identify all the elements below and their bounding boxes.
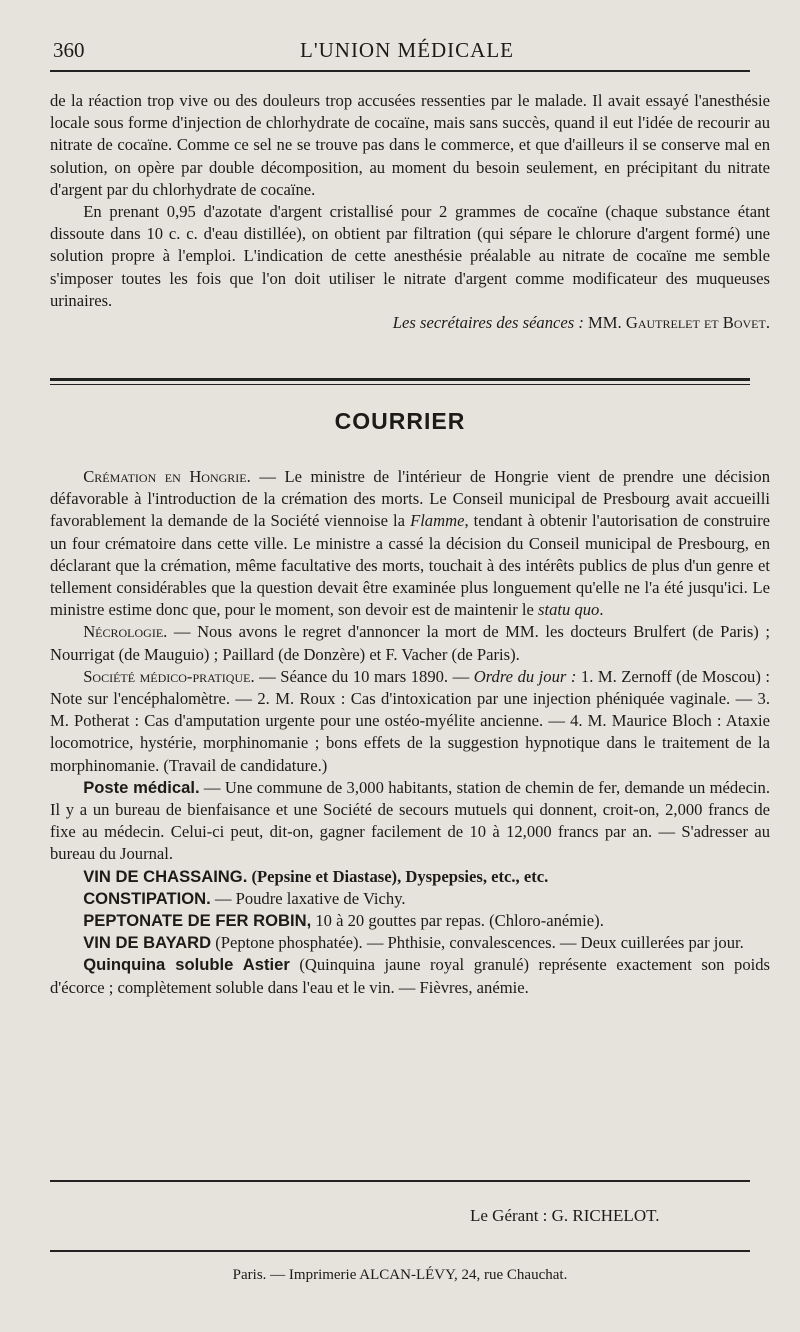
signature-line xyxy=(50,312,770,334)
section-rule-thick xyxy=(50,378,750,381)
news-item: Poste médical. — Une commune de 3,000 habitants, station de chemin de fer, demande un médecin. Il y a un bureau de bienfaisance et une Société de secours mutuels qui donnent, croit-on, 2,000 francs de fixe au médecin. Celui-ci peut, dit-on, gagner facilement de 10 à 12,000 francs par an. — S'adresser au bureau du Journal. xyxy=(50,777,770,864)
ad-item: Quinquina soluble Astier (Quinquina jaune royal granulé) représente exactement son poids d'écorce ; complètement soluble dans l'eau et le vin. — Fièvres, anémie. xyxy=(50,955,770,997)
news-item: Société médico-pratique. — Séance du 10 mars 1890. — Ordre du jour : 1. M. Zernoff (de Moscou) : Note sur l'encéphalomètre. — 2. M. Roux : Cas d'intoxication par une injection phéniquée vaginale. — 3. M. Potherat : Cas d'amputation urgente pour une ostéo-myélite ancienne. — 4. M. Maurice Bloch : Ataxie locomotrice, hystérie, morphinomanie ; bons effets de la suggestion hypnotique dans le traitement de la morphinomanie. (Travail de candidature.) xyxy=(50,666,771,775)
news-section xyxy=(50,466,770,999)
section-title: COURRIER xyxy=(334,408,466,434)
ad-item: VIN DE BAYARD (Peptone phosphatée). — Phthisie, convalescences. — Deux cuillerées par jour. xyxy=(83,933,744,953)
continued-article xyxy=(50,90,770,334)
ad-item: PEPTONATE DE FER ROBIN, 10 à 20 gouttes par repas. (Chloro-anémie). xyxy=(83,911,604,931)
ad-item: VIN DE CHASSAING. (Pepsine et Diastase), Dyspepsies, etc., etc. xyxy=(83,866,549,886)
news-item: Crémation en Hongrie. — Le ministre de l'intérieur de Hongrie vient de prendre une décision défavorable à l'introduction de la crémation des morts. Le Conseil municipal de Presbourg avait accueilli favorablement la demande de la Société viennoise la Flamme, tendant à obtenir l'autorisation de construire un four crématoire dans cette ville. Le ministre a cassé la décision du Conseil municipal de Presbourg, en déclarant que la crémation, même facultative des morts, touchait à des intérêts publics de plus d'un genre et tellement considérables que la question devait être examinée plus longuement qu'elle ne l'a été jusqu'ici. Le ministre estime donc que, pour le moment, son devoir est de maintenir le statu quo. xyxy=(50,467,770,620)
news-heading: Société médico-pratique. xyxy=(83,666,255,686)
header-rule xyxy=(50,70,750,72)
printer-imprint: Paris. — Imprimerie ALCAN-LÉVY, 24, rue Chauchat. xyxy=(232,1267,568,1283)
footer-rule-bottom xyxy=(50,1250,750,1252)
news-heading: Crémation en Hongrie. xyxy=(83,467,251,486)
gerant-signature: Le Gérant : G. RICHELOT. xyxy=(470,1206,660,1225)
paragraph: En prenant 0,95 d'azotate d'argent cristallisé pour 2 grammes de cocaïne (chaque substance étant dissoute dans 10 c. c. d'eau distillée), on obtient par filtration (qui sépare le chlorure d'argent formé) une solution propre à l'emploi. L'indication de cette anesthésie préalable au nitrate de cocaïne me semble s'imposer toutes les fois que l'on doit utiliser le nitrate d'argent comme modificateur des muqueuses urinaires. xyxy=(50,202,770,310)
news-heading: Nécrologie. xyxy=(83,622,168,642)
ad-item: CONSTIPATION. — Poudre laxative de Vichy. xyxy=(83,888,406,908)
footer-rule-top xyxy=(50,1180,750,1182)
news-heading: Poste médical. xyxy=(83,777,200,797)
page-number: 360 xyxy=(53,38,85,62)
page-header xyxy=(0,38,800,68)
advertisements xyxy=(50,866,770,999)
news-item: Nécrologie. — Nous avons le regret d'annoncer la mort de MM. les docteurs Brulfert (de Paris) ; Nourrigat (de Mauguio) ; Paillard (de Donzère) et F. Vacher (de Paris). xyxy=(50,622,770,664)
paragraph: de la réaction trop vive ou des douleurs trop accusées ressenties par le malade. Il avait essayé l'anesthésie locale sous forme d'injection de chlorhydrate de cocaïne, mais sans succès, quand il eut l'idée de recourir au nitrate de cocaïne. Comme ce sel ne se trouve pas dans le commerce, et que d'ailleurs il se conserve mal en solution, on opère par double décomposition, au moment du besoin seulement, en précipitant du nitrate d'argent par du chlorhydrate de cocaïne. xyxy=(50,91,770,199)
running-title: L'UNION MÉDICALE xyxy=(300,38,515,62)
signature-prefix: Les secrétaires des séances : xyxy=(392,313,584,333)
signature-names: MM. Gautrelet et Bovet. xyxy=(588,313,770,333)
section-rule-thin xyxy=(50,384,750,385)
